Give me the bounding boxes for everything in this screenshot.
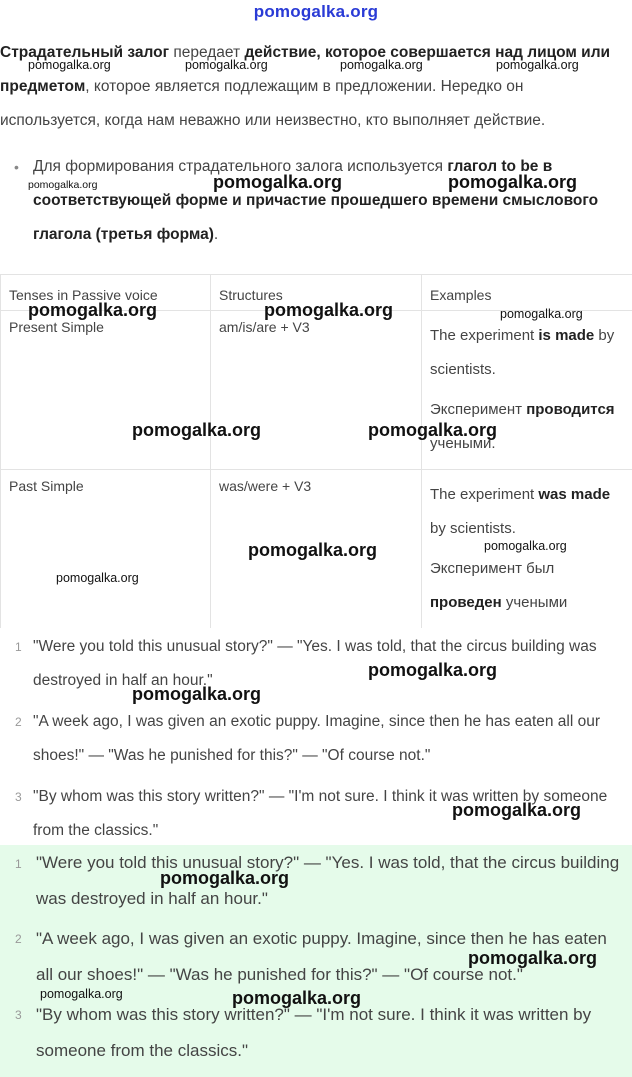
table-row [1, 311, 632, 470]
tense-cell: Present Simple [1, 311, 211, 470]
example-ru: Эксперимент был проведен учеными [430, 560, 568, 611]
column-header-structures: Structures [211, 275, 422, 311]
item-number: 1 [15, 640, 22, 654]
rule-text-2: . [213, 226, 219, 243]
item-text: "Were you told this unusual story?" — "Yes. I was told, that the circus building was destroyed in half an hour." [36, 853, 620, 908]
structure-cell: was/were + V3 [211, 470, 422, 629]
watermark: pomogalka.org [40, 987, 123, 1001]
watermark: pomogalka.org [56, 571, 139, 585]
item-text: "A week ago, I was given an exotic puppy. Imagine, since then he has eaten all our shoes!" — "Was he punished for this?" — "Of course not." [33, 713, 601, 764]
watermark: pomogalka.org [448, 172, 578, 192]
example-en: The experiment was made by scientists. [430, 486, 611, 537]
tense-cell: Past Simple [1, 470, 211, 629]
example-ru: Эксперимент проводится учеными. [430, 401, 615, 452]
table-header-row [1, 275, 632, 311]
list-item [0, 630, 632, 698]
site-logo: pomogalka.org [253, 2, 379, 21]
intro-definition: действие, которое совершается над лицом или предметом [0, 44, 611, 95]
watermark: pomogalka.org [484, 539, 567, 553]
watermark: pomogalka.org [452, 800, 582, 820]
example-en: The experiment is made by scientists. [430, 327, 615, 378]
answer-list [0, 845, 632, 1073]
bullet-dot-icon: • [14, 159, 19, 175]
passive-voice-table [0, 274, 632, 628]
watermark: pomogalka.org [185, 58, 268, 72]
watermark: pomogalka.org [264, 300, 394, 320]
watermark: pomogalka.org [340, 58, 423, 72]
list-item [0, 997, 632, 1069]
item-text: "Were you told this unusual story?" — "Yes. I was told, that the circus building was destroyed in half an hour." [33, 638, 597, 689]
item-number: 2 [15, 932, 22, 946]
watermark: pomogalka.org [496, 58, 579, 72]
item-number: 1 [15, 857, 22, 871]
intro-paragraph [0, 36, 620, 138]
rule-text-1: Для формирования страдательного залога используется [33, 158, 448, 175]
column-header-tenses: Tenses in Passive voice [1, 275, 211, 311]
list-item [0, 845, 632, 917]
rule-formula: глагол to be в соответствующей форме и причастие прошедшего времени смыслового глагола (третья форма) [33, 158, 599, 243]
watermark: pomogalka.org [368, 420, 498, 440]
exercise-list [0, 630, 632, 855]
item-number: 2 [15, 715, 22, 729]
item-number: 3 [15, 1008, 22, 1022]
list-item [0, 921, 632, 993]
watermark: pomogalka.org [160, 868, 290, 888]
example-cell [422, 311, 632, 470]
watermark: pomogalka.org [132, 420, 262, 440]
watermark: pomogalka.org [248, 540, 378, 560]
list-item [0, 780, 632, 848]
item-text: "By whom was this story written?" — "I'm not sure. I think it was written by someone from the classics." [33, 788, 608, 839]
structure-cell: am/is/are + V3 [211, 311, 422, 470]
watermark: pomogalka.org [500, 307, 583, 321]
watermark: pomogalka.org [468, 948, 598, 968]
item-text: "A week ago, I was given an exotic puppy. Imagine, since then he has eaten all our shoes!" — "Was he punished for this?" — "Of course not." [36, 929, 607, 984]
item-text: "By whom was this story written?" — "I'm not sure. I think it was written by someone from the classics." [36, 1005, 592, 1060]
table-row [1, 470, 632, 629]
watermark: pomogalka.org [232, 988, 362, 1008]
example-cell [422, 470, 632, 629]
intro-text-1: передает [169, 44, 245, 61]
rule-bullet [0, 150, 630, 252]
item-number: 3 [15, 790, 22, 804]
watermark: pomogalka.org [28, 179, 98, 191]
list-item [0, 705, 632, 773]
intro-term: Страдательный залог [0, 44, 170, 61]
watermark: pomogalka.org [213, 172, 343, 192]
watermark: pomogalka.org [28, 300, 158, 320]
watermark: pomogalka.org [368, 660, 498, 680]
column-header-examples: Examples [422, 275, 632, 311]
intro-text-2: , которое является подлежащим в предложении. Нередко он используется, когда нам неважно или неизвестно, кто выполняет действие. [0, 78, 546, 129]
watermark: pomogalka.org [132, 684, 262, 704]
watermark: pomogalka.org [28, 58, 111, 72]
